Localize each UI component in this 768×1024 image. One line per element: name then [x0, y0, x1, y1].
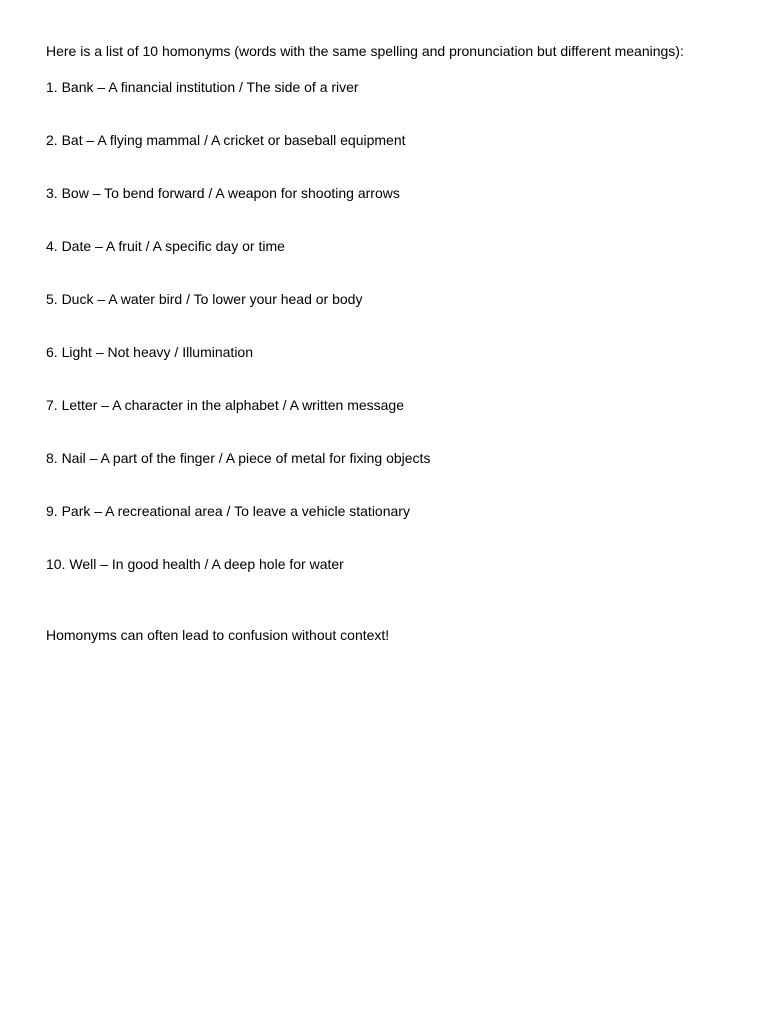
- list-item: 8. Nail – A part of the finger / A piece of metal for fixing objects: [46, 450, 431, 466]
- list-item: 6. Light – Not heavy / Illumination: [46, 344, 254, 360]
- list-item: 7. Letter – A character in the alphabet / A written message: [46, 397, 404, 413]
- intro-text: Here is a list of 10 homonyms (words with the same spelling and pronunciation but different meanings):: [46, 43, 684, 59]
- list-item: 10. Well – In good health / A deep hole for water: [46, 556, 344, 572]
- list-item: 9. Park – A recreational area / To leave a vehicle stationary: [46, 503, 410, 519]
- list-item: 2. Bat – A flying mammal / A cricket or baseball equipment: [46, 132, 406, 148]
- closing-text: Homonyms can often lead to confusion without context!: [46, 627, 390, 643]
- list-item: 5. Duck – A water bird / To lower your head or body: [46, 291, 363, 307]
- list-item: 3. Bow – To bend forward / A weapon for shooting arrows: [46, 185, 400, 201]
- list-item: 4. Date – A fruit / A specific day or time: [46, 238, 285, 254]
- list-item: 1. Bank – A financial institution / The side of a river: [46, 79, 359, 95]
